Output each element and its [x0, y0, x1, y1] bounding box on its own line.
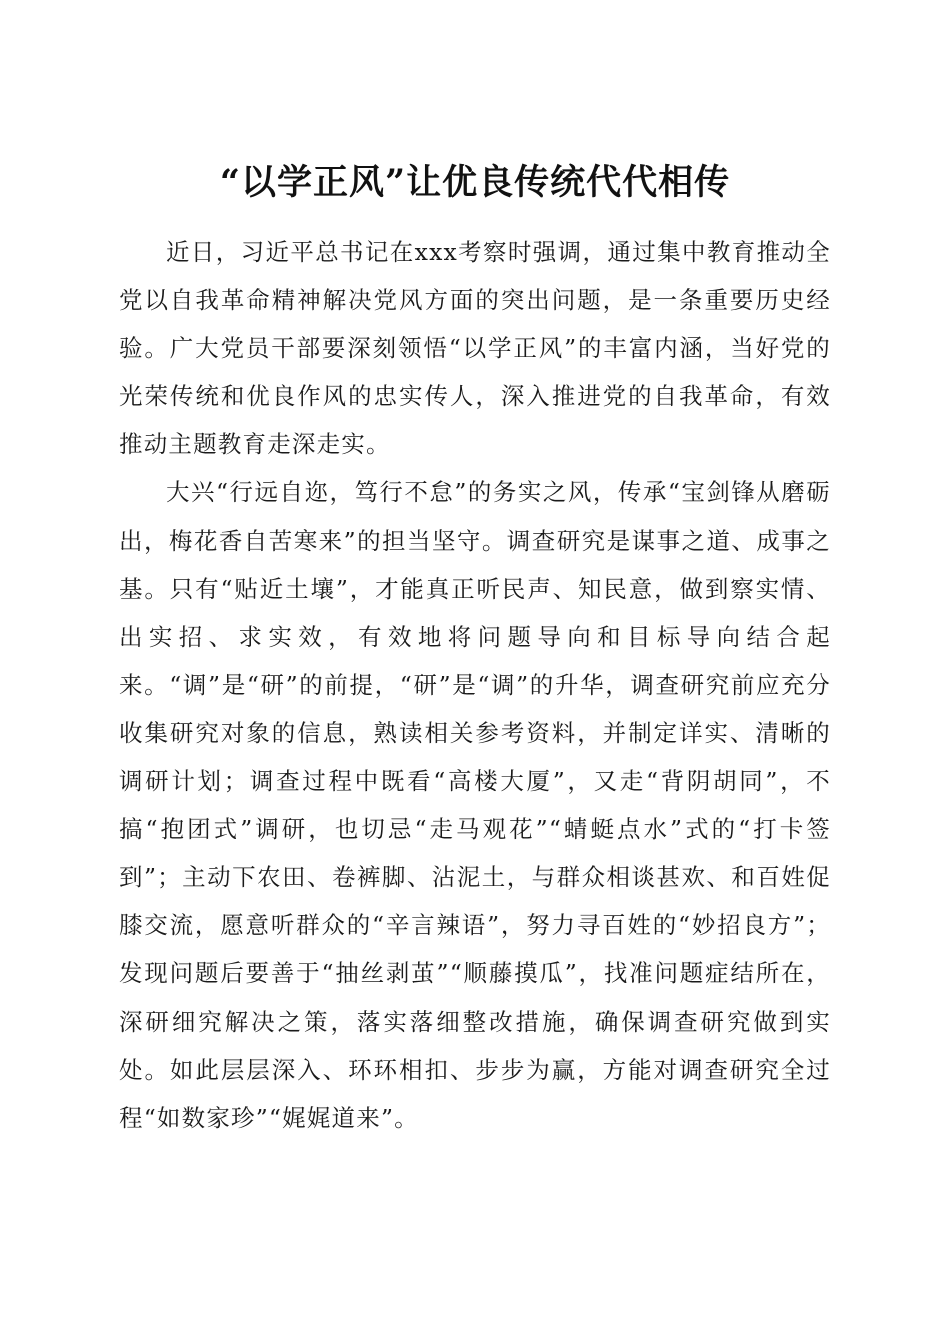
paragraph-1: 近日，习近平总书记在xxx考察时强调，通过集中教育推动全党以自我革命精神解决党风方面的突出问题，是一条重要历史经验。广大党员干部要深刻领悟“以学正风”的丰富内涵，当好党的光荣传统和优良作风的忠实传人，深入推进党的自我革命，有效推动主题教育走深走实。 — [119, 238, 831, 459]
document-body — [119, 228, 831, 1142]
paragraph-2: 大兴“行远自迩，笃行不怠”的务实之风，传承“宝剑锋从磨砺出，梅花香自苦寒来”的担当坚守。调查研究是谋事之道、成事之基。只有“贴近土壤”，才能真正听民声、知民意，做到察实情、出实招、求实效，有效地将问题导向和目标导向结合起来。“调”是“研”的前提，“研”是“调”的升华，调查研究前应充分收集研究对象的信息，熟读相关参考资料，并制定详实、清晰的调研计划；调查过程中既看“高楼大厦”，又走“背阴胡同”，不搞“抱团式”调研，也切忌“走马观花”“蜻蜓点水”式的“打卡签到”；主动下农田、卷裤脚、沾泥土，与群众相谈甚欢、和百姓促膝交流，愿意听群众的“辛言辣语”，努力寻百姓的“妙招良方”；发现问题后要善于“抽丝剥茧”“顺藤摸瓜”，找准问题症结所在，深研细究解决之策，落实落细整改措施，确保调查研究做到实处。如此层层深入、环环相扣、步步为赢，方能对调查研究全过程“如数家珍”“娓娓道来”。 — [119, 478, 831, 1132]
document-title: “以学正风”让优良传统代代相传 — [219, 162, 731, 204]
